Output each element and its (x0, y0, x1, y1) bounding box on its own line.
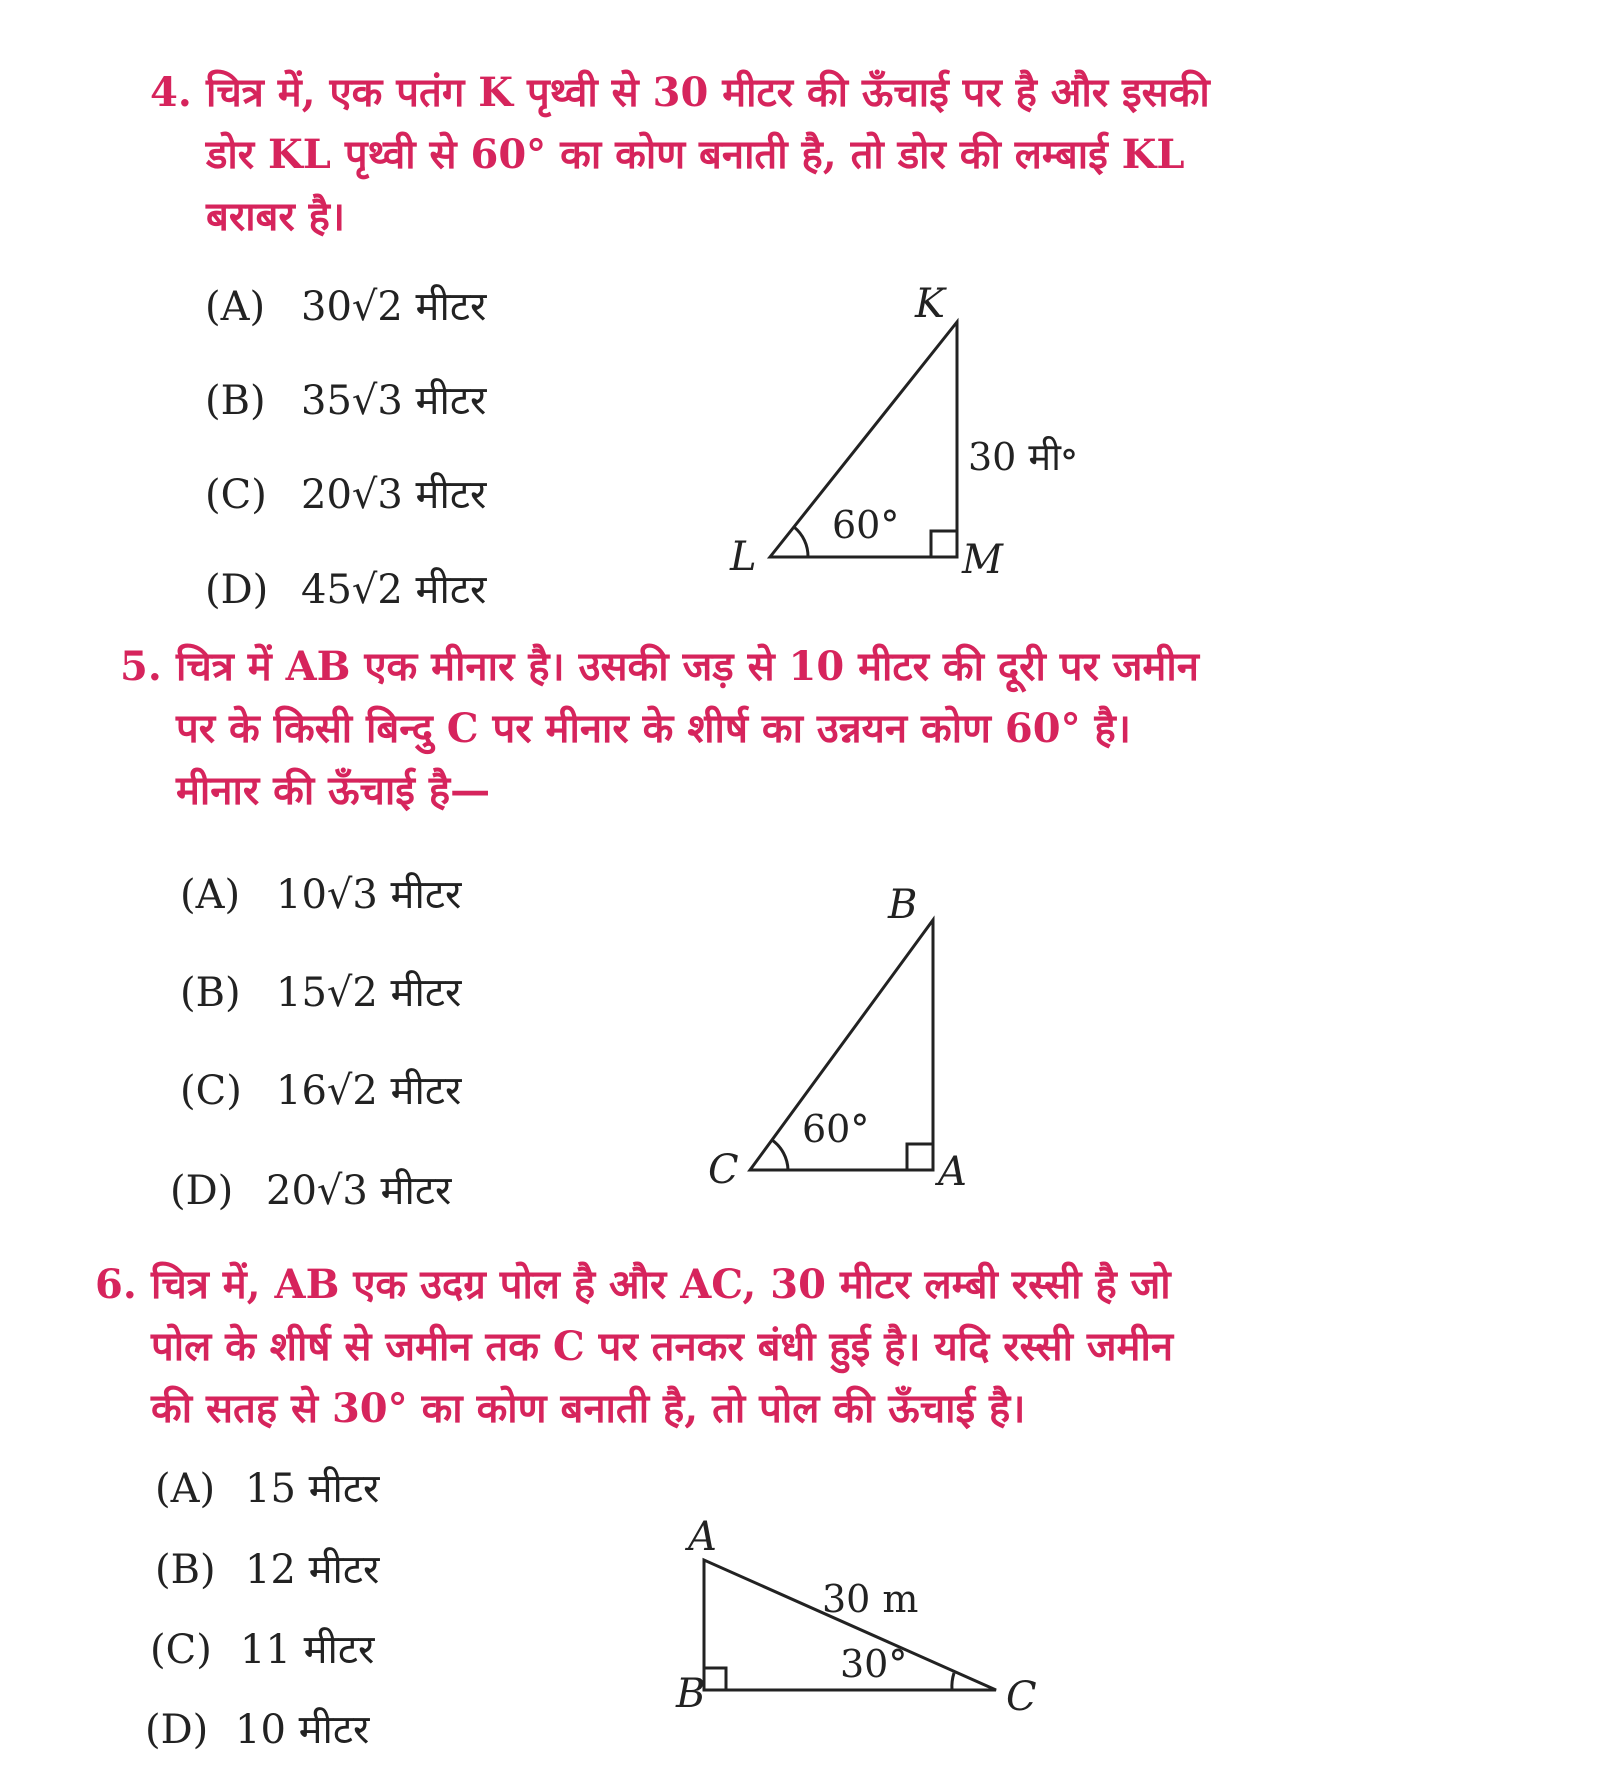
option-value: 11 मीटर (240, 1627, 375, 1673)
side-label: 30 m (822, 1577, 919, 1621)
option-label: (D) (205, 567, 269, 613)
side-label: 30 मी॰ (968, 435, 1078, 479)
question-4 (150, 62, 1450, 252)
option-value: 20√3 मीटर (301, 472, 487, 518)
vertex-label-m: M (962, 537, 1003, 583)
option-value: 10 मीटर (235, 1707, 370, 1753)
triangle-figure-klm (700, 270, 1120, 600)
option-label: (C) (150, 1627, 212, 1673)
option-c (150, 1625, 374, 1675)
option-value: 16√2 मीटर (276, 1068, 462, 1114)
option-label: (C) (180, 1068, 242, 1114)
option-b (205, 376, 486, 426)
option-value: 15 मीटर (245, 1466, 380, 1512)
question-6 (95, 1254, 1450, 1444)
option-value: 15√2 मीटर (276, 970, 462, 1016)
option-value: 30√2 मीटर (301, 284, 487, 330)
question-number: 4. (150, 69, 192, 116)
option-label: (D) (170, 1168, 234, 1214)
option-label: (B) (205, 378, 266, 424)
option-label: (A) (155, 1466, 216, 1512)
vertex-label-a: A (938, 1149, 967, 1195)
question-text: चित्र में AB एक मीनार है। उसकी जड़ से 10 मीटर की दूरी पर जमीन पर के किसी बिन्दु C पर मीनार के शीर्ष का उन्नयन कोण 60° है। मीनार की ऊँचाई है— (176, 643, 1199, 814)
option-value: 10√3 मीटर (276, 872, 462, 918)
option-c (180, 1066, 461, 1116)
option-label: (C) (205, 472, 267, 518)
question-number: 6. (95, 1261, 137, 1308)
vertex-label-b: B (888, 882, 918, 928)
option-a (180, 870, 461, 920)
option-value: 45√2 मीटर (301, 567, 487, 613)
question-number: 5. (120, 643, 162, 690)
vertex-label-l: L (730, 534, 757, 580)
option-label: (A) (180, 872, 241, 918)
option-label: (D) (145, 1707, 209, 1753)
triangle-figure-abc (676, 1510, 1060, 1740)
option-b (155, 1545, 379, 1595)
angle-label: 30° (840, 1642, 908, 1686)
option-label: (B) (155, 1547, 216, 1593)
option-c (205, 470, 486, 520)
option-d (170, 1166, 451, 1216)
option-value: 35√3 मीटर (301, 378, 487, 424)
angle-label: 60° (802, 1107, 870, 1151)
option-value: 12 मीटर (245, 1547, 380, 1593)
option-b (180, 968, 461, 1018)
option-d (145, 1705, 369, 1755)
question-5 (120, 636, 1450, 826)
option-a (155, 1464, 379, 1514)
question-text: चित्र में, एक पतंग K पृथ्वी से 30 मीटर की ऊँचाई पर है और इसकी डोर KL पृथ्वी से 60° का कोण बनाती है, तो डोर की लम्बाई KL बराबर है। (206, 69, 1210, 240)
vertex-label-c: C (708, 1147, 739, 1193)
vertex-label-k: K (915, 281, 945, 327)
angle-label: 60° (832, 503, 900, 547)
option-d (205, 565, 486, 615)
option-label: (A) (205, 284, 266, 330)
option-a (205, 282, 486, 332)
option-label: (B) (180, 970, 241, 1016)
question-text: चित्र में, AB एक उदग्र पोल है और AC, 30 मीटर लम्बी रस्सी है जो पोल के शीर्ष से जमीन तक C पर तनकर बंधी हुई है। यदि रस्सी जमीन की सतह से 30° का कोण बनाती है, तो पोल की ऊँचाई है। (151, 1261, 1174, 1432)
vertex-label-a: A (688, 1514, 717, 1560)
vertex-label-c: C (1006, 1674, 1037, 1720)
option-value: 20√3 मीटर (266, 1168, 452, 1214)
triangle-figure-bca (690, 880, 1010, 1210)
vertex-label-b: B (676, 1671, 706, 1717)
